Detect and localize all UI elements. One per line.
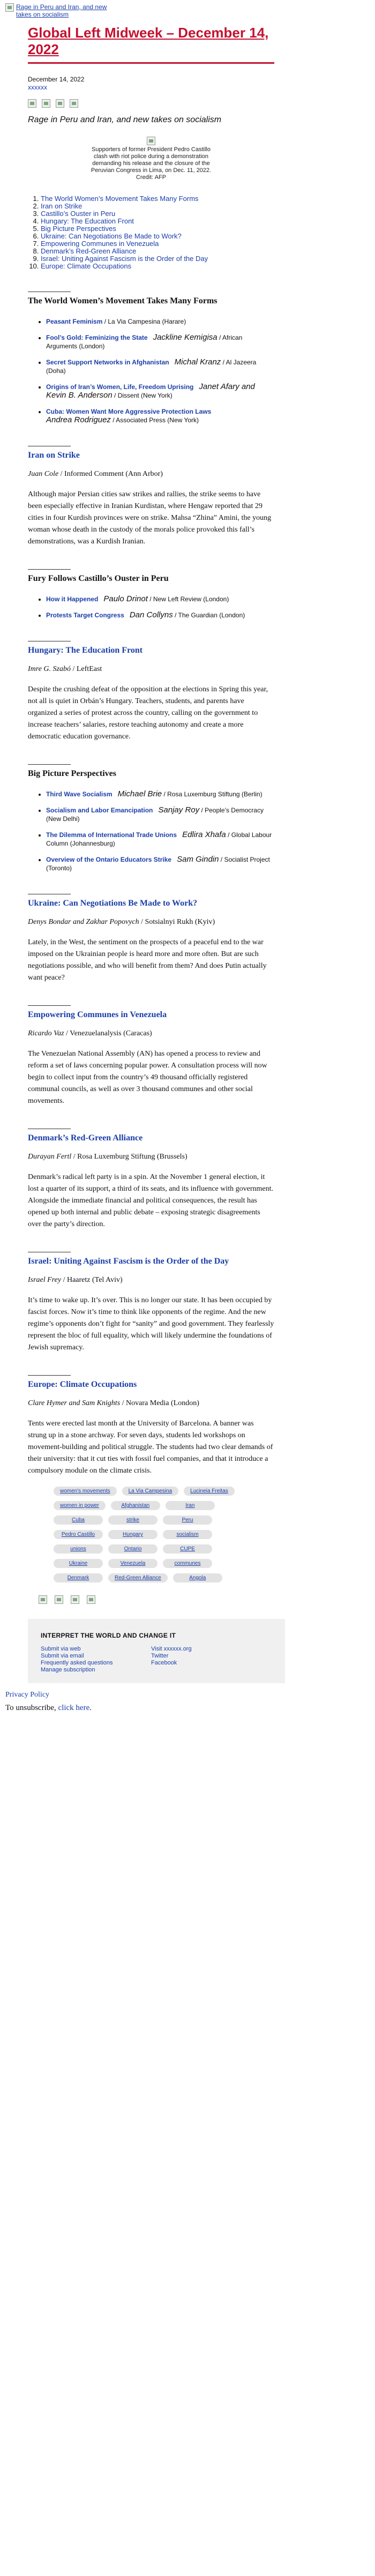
article-source: / Global Labour Column (Johannesburg) (46, 831, 272, 847)
article-source: / New Left Review (London) (147, 595, 229, 603)
section-europe (28, 1375, 274, 1477)
share-icons-bottom (39, 1595, 274, 1604)
article-source: / The Guardian (London) (172, 611, 245, 619)
article-source: / Sotsialnyi Rukh (Kyiv) (139, 918, 215, 926)
article-link[interactable]: Protests Target Congress (46, 611, 124, 619)
article-source: / People’s Democracy (New Delhi) (46, 807, 264, 823)
article-source: / LeftEast (70, 665, 102, 673)
section-denmark (28, 1129, 274, 1230)
section-women (28, 292, 274, 424)
article-author: Sanjay Roy (158, 805, 200, 815)
section-heading-link[interactable]: Ukraine: Can Negotiations Be Made to Work? (28, 899, 198, 908)
article-author: Dan Collyns (129, 610, 173, 619)
issue-subtitle: Rage in Peru and Iran, and new takes on socialism (28, 115, 222, 124)
tag-chip[interactable]: Ukraine (54, 1559, 103, 1568)
article-link[interactable]: Secret Support Networks in Afghanistan (46, 359, 169, 366)
link-list (28, 317, 274, 424)
tag-chip[interactable]: Lucineia Freitas (184, 1487, 235, 1496)
toc-item[interactable]: Ukraine: Can Negotiations Be Made to Work? (41, 232, 182, 240)
tag-chip[interactable]: Venezuela (108, 1559, 158, 1568)
article-author: Juan Cole (28, 470, 59, 478)
toc-item[interactable]: Hungary: The Education Front (41, 217, 134, 225)
tag-chip[interactable]: CUPE (163, 1544, 212, 1554)
article-source: / La Via Campesina (Harare) (102, 318, 186, 325)
unsubscribe-link[interactable]: click here (58, 1704, 90, 1712)
tag-chip[interactable]: communes (163, 1559, 212, 1568)
section-israel (28, 1252, 274, 1354)
tag-chip[interactable]: Angola (173, 1573, 222, 1582)
top-image-alt-link[interactable]: Rage in Peru and Iran, and new takes on socialism (16, 3, 107, 18)
tag-chip[interactable]: Red-Green Alliance (108, 1573, 168, 1582)
article-link[interactable]: Third Wave Socialism (46, 790, 112, 798)
article-source: / African Arguments (London) (46, 334, 243, 350)
section-heading: Big Picture Perspectives (28, 769, 116, 778)
footer-col-right (151, 1646, 261, 1674)
tag-chip[interactable]: women in power (54, 1501, 106, 1510)
footer-col-left (41, 1646, 151, 1674)
article-source: / Rosa Luxemburg Stiftung (Brussels) (71, 1153, 188, 1161)
section-heading-link[interactable]: Europe: Climate Occupations (28, 1380, 137, 1389)
toc-item[interactable]: Castillo’s Ouster in Peru (41, 210, 116, 218)
tag-chip[interactable]: Hungary (108, 1530, 158, 1539)
lead-figure (28, 137, 274, 181)
share-icon-4[interactable] (70, 99, 78, 108)
article-author: Jackline Kemigisa (153, 333, 218, 342)
article-source: / Al Jazeera (Doha) (46, 359, 257, 375)
footer-link[interactable]: Frequently asked questions (41, 1660, 113, 1666)
article-author: Michael Brie (117, 789, 162, 798)
section-divider (28, 1375, 71, 1376)
top-banner (0, 0, 375, 23)
section-heading-link[interactable]: Denmark’s Red-Green Alliance (28, 1133, 143, 1143)
web-version-link[interactable]: xxxxxx (28, 84, 47, 91)
tag-chip[interactable]: Pedro Castillo (54, 1530, 103, 1539)
unsubscribe-suffix: . (89, 1704, 92, 1712)
article-link[interactable]: Peasant Feminism (46, 318, 103, 325)
list-item (46, 358, 274, 375)
list-item (46, 831, 274, 848)
footer-link[interactable]: Submit via email (41, 1653, 84, 1659)
tag-chip[interactable]: unions (54, 1544, 103, 1554)
section-heading-link[interactable]: Hungary: The Education Front (28, 646, 143, 655)
list-item (46, 317, 274, 326)
privacy-policy-link[interactable]: Privacy Policy (5, 1691, 50, 1699)
list-item (46, 790, 274, 798)
newsletter-card (28, 25, 274, 1683)
section-ukraine (28, 894, 274, 984)
section-heading: Fury Follows Castillo’s Ouster in Peru (28, 574, 169, 583)
toc-item[interactable]: The World Women’s Movement Takes Many Forms (41, 195, 199, 203)
article-summary: Tents were erected last month at the University of Barcelona. A banner was strung up in a stone archway. For seven days, students led workshops on movement-building and political struggle. The students had two clear demands of their university: that it cut ties with fossil fuel companies, and that it introduce a compulsory module on the climate crisis. (28, 1420, 273, 1475)
section-heading-link[interactable]: Empowering Communes in Venezuela (28, 1010, 167, 1019)
issue-date: December 14, 2022 (28, 76, 85, 83)
section-peru (28, 569, 274, 619)
share-icons-top (28, 99, 274, 108)
article-source: / Socialist Project (Toronto) (46, 856, 270, 872)
footer-link[interactable]: Twitter (151, 1653, 169, 1659)
article-summary: Denmark’s radical left party is in a spin. At the November 1 general election, it lost a quarter of its support, a third of its seats, and its influence with government. Alongside the immediate financial and political consequences, the result has opened up both internal and public debate – exposing strategic disagreements over the party’s direction. (28, 1173, 274, 1228)
article-source: / Associated Press (New York) (110, 416, 199, 424)
toc-item[interactable]: Europe: Climate Occupations (41, 262, 132, 270)
article-source: / Informed Comment (Ann Arbor) (58, 470, 163, 478)
tag-chip[interactable]: Afghanistan (111, 1501, 160, 1510)
article-author: Israel Frey (28, 1276, 62, 1284)
article-author: Paulo Drinot (103, 594, 148, 603)
unsubscribe-line (5, 1704, 375, 1713)
share-icon-1[interactable] (39, 1595, 47, 1604)
list-item (46, 407, 274, 424)
article-source: / Haaretz (Tel Aviv) (61, 1276, 123, 1284)
toc-item[interactable]: Denmark’s Red-Green Alliance (41, 247, 137, 255)
article-link[interactable]: Cuba: Women Want More Aggressive Protection Laws (46, 408, 212, 415)
article-link[interactable]: Overview of the Ontario Educators Strike (46, 856, 172, 863)
list-item (46, 383, 274, 400)
article-source: / Venezuelanalysis (Caracas) (64, 1029, 152, 1037)
share-icon-2[interactable] (55, 1595, 63, 1604)
article-link[interactable]: How it Happened (46, 595, 99, 603)
unsubscribe-text: To unsubscribe, (5, 1704, 58, 1712)
tag-chip[interactable]: Cuba (54, 1515, 103, 1525)
article-author: Andrea Rodriguez (46, 415, 111, 424)
tag-chip[interactable]: women's movements (54, 1487, 117, 1496)
toc-item[interactable]: Iran on Strike (41, 202, 82, 210)
article-author: Imre G. Szabó (28, 665, 71, 673)
section-big-picture (28, 764, 274, 872)
section-heading-link[interactable]: Israel: Uniting Against Fascism is the Order of the Day (28, 1257, 229, 1266)
article-link[interactable]: The Dilemma of International Trade Unions (46, 831, 177, 839)
share-icon-3[interactable] (56, 99, 64, 108)
tag-cloud (28, 1487, 264, 1582)
article-summary: It’s time to wake up. It’s over. This is no longer our state. It has been occupied by fascist forces. Now it’s time to think like opponents of the regime. And the new regime’s opponents don’t fight for “sanity” and good government. They fearlessly represent the bloc of full equality, which will likely undermine the foundations of Jewish supremacy. (28, 1296, 274, 1352)
section-venezuela (28, 1005, 274, 1107)
footer-link[interactable]: Facebook (151, 1660, 177, 1666)
table-of-contents (28, 195, 274, 270)
list-item (46, 595, 274, 603)
tag-chip[interactable]: socialism (163, 1530, 212, 1539)
list-item (46, 855, 274, 872)
article-link[interactable]: Socialism and Labor Emancipation (46, 807, 153, 814)
list-item (46, 333, 274, 350)
article-author: Edlira Xhafa (182, 830, 226, 839)
share-icon-4[interactable] (87, 1595, 95, 1604)
article-link[interactable]: Origins of Iran’s Women, Life, Freedom Uprising (46, 383, 194, 391)
section-divider (28, 764, 71, 765)
lead-image-icon (147, 137, 155, 145)
tag-chip[interactable]: Denmark (54, 1573, 103, 1582)
footer-link[interactable]: Submit via web (41, 1646, 81, 1652)
section-divider (28, 1005, 71, 1006)
article-author: Sam Gindin (177, 855, 219, 864)
tag-chip[interactable]: strike (108, 1515, 158, 1525)
footer-title: INTERPRET THE WORLD AND CHANGE IT (41, 1632, 176, 1639)
masthead-title[interactable]: Global Left Midweek – December 14, 2022 (28, 25, 269, 57)
link-list (28, 790, 274, 872)
section-heading-link[interactable]: Iran on Strike (28, 451, 80, 460)
article-author: Denys Bondar and Zakhar Popovych (28, 918, 139, 926)
section-hungary (28, 641, 274, 743)
toc-item[interactable]: Big Picture Perspectives (41, 225, 116, 233)
masthead-divider (28, 62, 274, 64)
tag-chip[interactable]: Ontario (108, 1544, 158, 1554)
share-icon-1[interactable] (28, 99, 36, 108)
article-summary: Lately, in the West, the sentiment on the prospects of a peaceful end to the war imposed on the Ukrainian people is heard more and more often. But are such negotiations possible, and who will benefit from them? And does Putin actually want peace? (28, 938, 267, 982)
section-iran (28, 446, 274, 548)
article-summary: The Venezuelan National Assembly (AN) has opened a process to review and reform a set of laws concerning popular power. A consultation process will now begin to collect input from the country’s 49 thousand officially registered communal councils, as well as over 3 thousand communes and other social movements. (28, 1050, 267, 1105)
share-icon-2[interactable] (42, 99, 50, 108)
article-source: / Rosa Luxemburg Stiftung (Berlin) (162, 790, 262, 798)
broken-image-icon (5, 3, 14, 12)
toc-item[interactable]: Empowering Communes in Venezuela (41, 240, 159, 248)
article-author: Janet Afary and Kevin B. Anderson (46, 382, 255, 400)
link-list (28, 595, 274, 619)
list-item (46, 806, 274, 823)
section-heading: The World Women’s Movement Takes Many Forms (28, 296, 218, 305)
share-icon-3[interactable] (71, 1595, 79, 1604)
article-source: / Novara Media (London) (120, 1399, 199, 1407)
article-source: / Dissent (New York) (112, 392, 172, 399)
section-divider (28, 569, 71, 570)
article-summary: Although major Persian cities saw strikes and rallies, the strike seems to have been especially effective in Iranian Kurdistan, where Hengaw reported that 29 cities in four Kurdish provinces were on strike. Mahsa “Zhina” Amini, the young woman whose death in the custody of the morals police provoked this fall’s demonstrations, was a Kurdish Iranian. (28, 490, 272, 546)
list-item (46, 611, 274, 619)
article-author: Clare Hymer and Sam Knights (28, 1399, 121, 1407)
footer-link[interactable]: Visit xxxxxx.org (151, 1646, 192, 1652)
article-author: Michal Kranz (174, 357, 221, 367)
tag-chip[interactable]: La Via Campesina (122, 1487, 179, 1496)
tag-chip[interactable]: Iran (166, 1501, 215, 1510)
figure-caption: Supporters of former President Pedro Castillo clash with riot police during a demonstration demanding his release and the closure of the Peruvian Congress in Lima, on Dec. 11, 2022. Credit: AFP (91, 146, 212, 181)
footer (28, 1619, 285, 1683)
article-author: Durayan Fertl (28, 1153, 72, 1161)
tag-chip[interactable]: Peru (163, 1515, 212, 1525)
article-summary: Despite the crushing defeat of the opposition at the elections in Spring this year, not all is quiet in Orbán’s Hungary. Teachers, students, and parents have organized a series of protest across the country, calling on the government to increase teachers’ salaries, restore teaching autonomy and create a more democratic education governance. (28, 685, 268, 741)
article-author: Ricardo Vaz (28, 1029, 64, 1037)
toc-item[interactable]: Israel: Uniting Against Fascism is the Order of the Day (41, 255, 208, 263)
footer-link[interactable]: Manage subscription (41, 1667, 95, 1673)
article-link[interactable]: Fool’s Gold: Feminizing the State (46, 334, 148, 341)
